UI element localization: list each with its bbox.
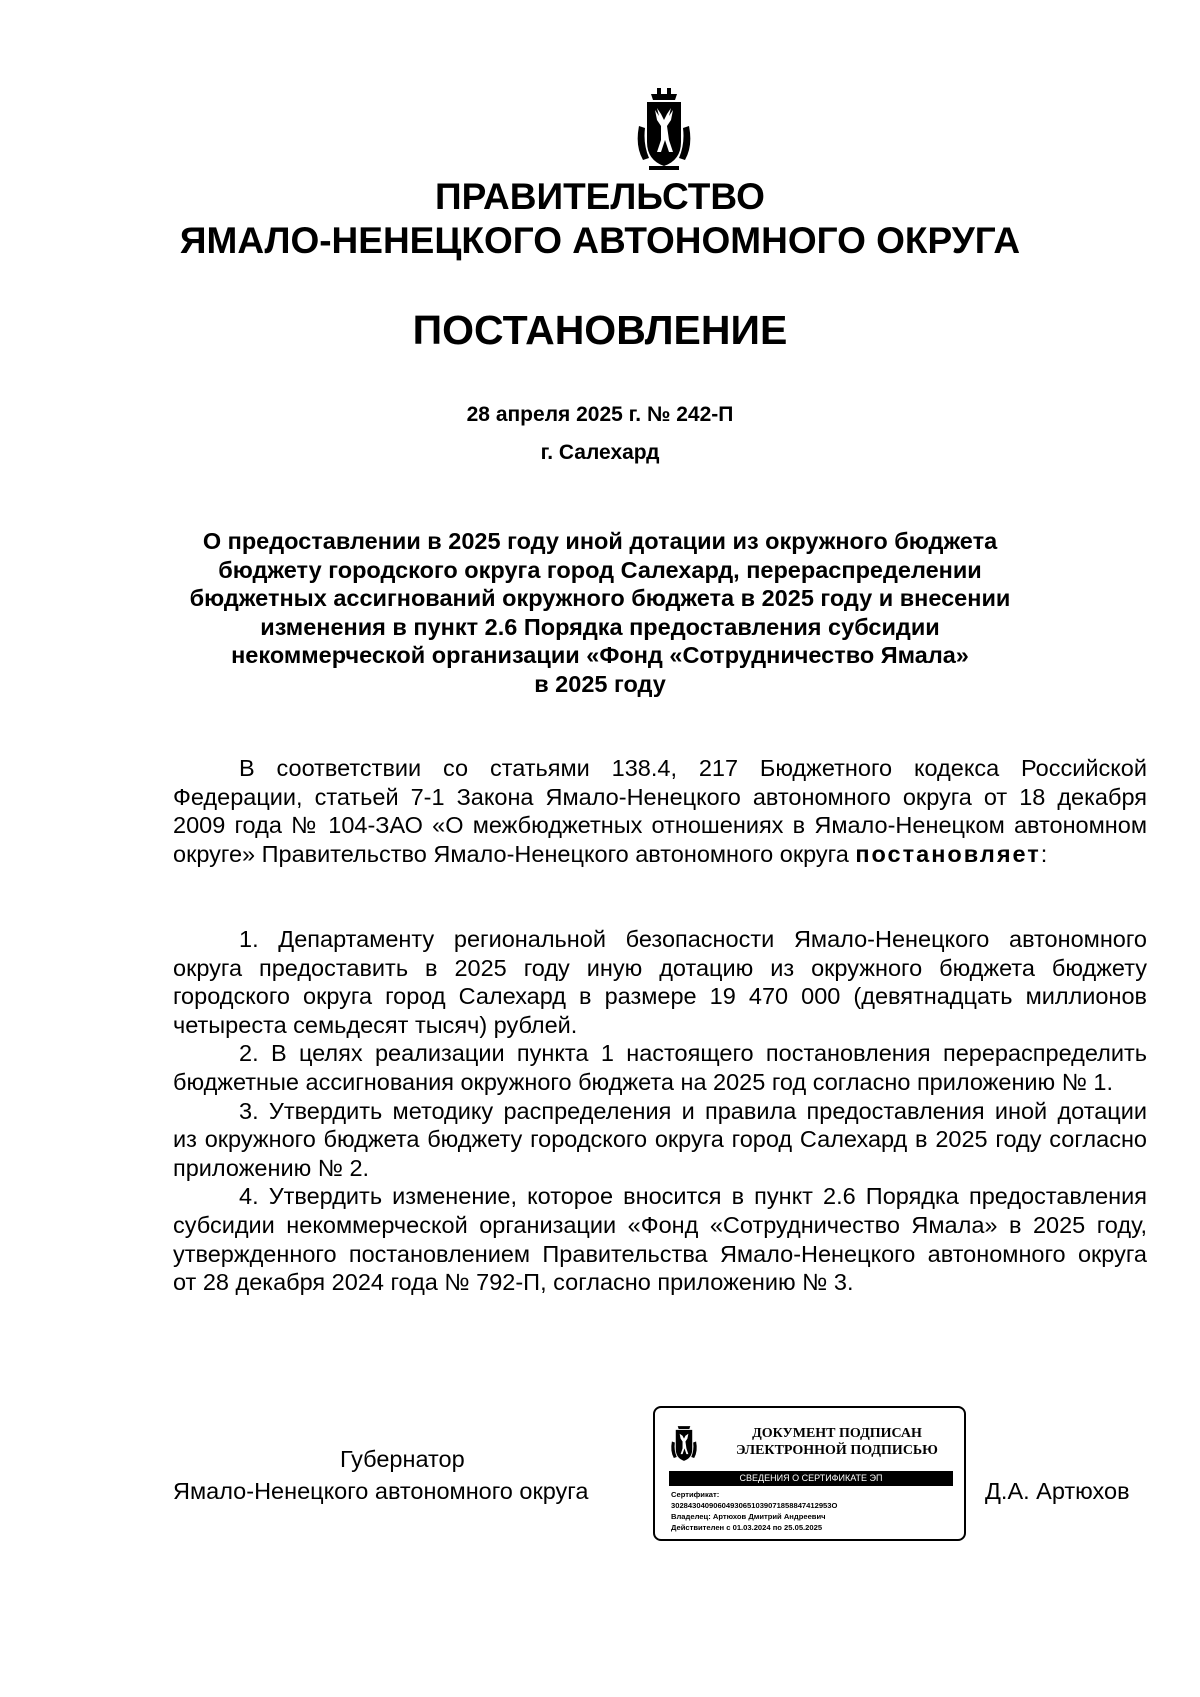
resolution-item: 3. Утвердить методику распределения и правила предоставления иной дотации из окружного бюджета бюджету городского округа город Салехард в 2025 году согласно приложению № 2.	[173, 1097, 1147, 1181]
electronic-signature-stamp	[653, 1406, 966, 1541]
preamble-paragraph	[173, 754, 1147, 868]
document-subject	[170, 527, 1030, 698]
signatory-title-line2: Ямало-Ненецкого автономного округа	[173, 1478, 589, 1504]
stamp-cert-number: 30284304090604930651039071858847412953О	[671, 1501, 838, 1510]
stamp-heading-line1: ДОКУМЕНТ ПОДПИСАН	[752, 1426, 922, 1441]
resolution-item: 4. Утвердить изменение, которое вносится в пункт 2.6 Порядка предоставления субсидии некоммерческой организации «Фонд «Сотрудничество Ямала» в 2025 году, утвержденного постановлением Правительства Ямало-Ненецкого автономного округа от 28 декабря 2024 года № 792-П, согласно приложению № 3.	[173, 1183, 1147, 1296]
resolution-items	[173, 925, 1147, 1297]
resolution-item: 1. Департаменту региональной безопасности Ямало-Ненецкого автономного округа предоставить в 2025 году иную дотацию из окружного бюджета бюджету городского округа город Салехард в размере 19 470 000 (девятнадцать миллионов четыреста семьдесят тысяч) рублей.	[173, 926, 1147, 1038]
stamp-owner: Владелец: Артюхов Дмитрий Андреевич	[671, 1512, 826, 1521]
subject-line: в 2025 году	[534, 670, 666, 697]
preamble-keyword: постановляет	[855, 840, 1041, 867]
document-city: г. Салехард	[540, 441, 660, 464]
subject-line: бюджету городского округа город Салехард, перераспределении	[218, 556, 982, 583]
stamp-heading	[717, 1425, 957, 1459]
stamp-cert-label: Сертификат:	[671, 1490, 720, 1499]
signatory-title-line1: Губернатор	[340, 1446, 465, 1472]
stamp-emblem-icon	[669, 1422, 699, 1464]
coat-of-arms-emblem	[633, 86, 695, 172]
subject-line: изменения в пункт 2.6 Порядка предоставления субсидии	[260, 613, 940, 640]
subject-line: О предоставлении в 2025 году иной дотации из окружного бюджета	[202, 528, 998, 554]
resolution-item: 2. В целях реализации пункта 1 настоящего постановления перераспределить бюджетные ассигнования окружного бюджета на 2025 год согласно приложению № 1.	[173, 1040, 1147, 1095]
stamp-heading-line2: ЭЛЕКТРОННОЙ ПОДПИСЬЮ	[736, 1443, 938, 1458]
stamp-validity: Действителен с 01.03.2024 по 25.05.2025	[671, 1523, 823, 1532]
document-date-number: 28 апреля 2025 г. № 242-П	[466, 403, 734, 426]
signatory-name: Д.А. Артюхов	[985, 1478, 1130, 1504]
preamble-colon: :	[1040, 840, 1048, 867]
subject-line: бюджетных ассигнований окружного бюджета в 2025 году и внесении	[189, 585, 1011, 611]
org-name-line1: ПРАВИТЕЛЬСТВО	[435, 176, 765, 217]
preamble-text: В соответствии со статьями 138.4, 217 Бюджетного кодекса Российской Федерации, статьей 7-1 Закона Ямало-Ненецкого автономного округа от 18 декабря 2009 года № 104-ЗАО «О межбюджетных отношениях в Ямало-Ненецком автономном округе» Правительство Ямало-Ненецкого автономного округа	[173, 755, 1147, 867]
org-name-line2: ЯМАЛО-НЕНЕЦКОГО АВТОНОМНОГО ОКРУГА	[179, 220, 1021, 261]
document-type: ПОСТАНОВЛЕНИЕ	[412, 307, 788, 353]
stamp-certificate-bar: СВЕДЕНИЯ О СЕРТИФИКАТЕ ЭП	[669, 1471, 953, 1486]
preamble	[173, 754, 1147, 868]
subject-line: некоммерческой организации «Фонд «Сотрудничество Ямала»	[231, 642, 969, 668]
